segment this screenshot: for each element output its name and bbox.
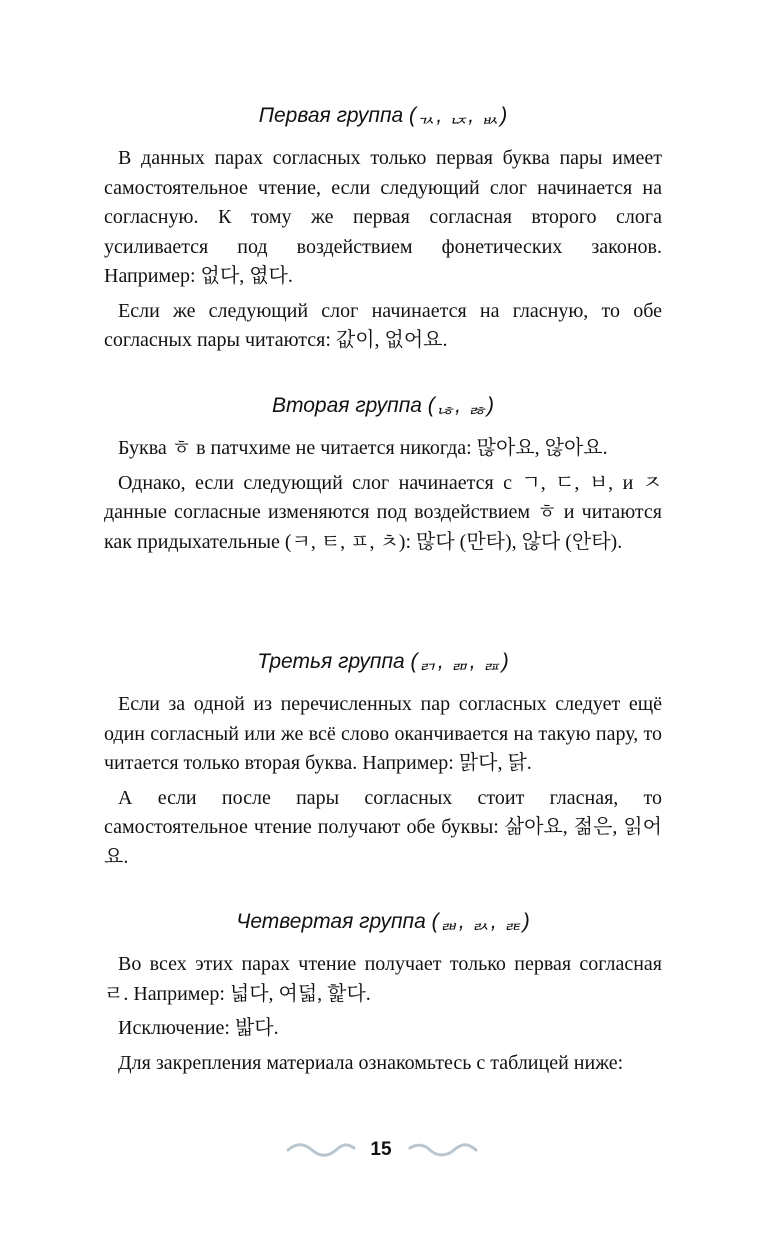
section-heading: Четвертая группа (ᆲ, ᆳ, ᆴ) xyxy=(236,910,530,933)
paragraph: А если после пары согласных стоит гласная, то самостоятельное чтение получают обе буквы: 삶아요, 젊은, 읽어요. xyxy=(104,786,662,868)
section-first-group xyxy=(104,96,662,361)
paragraph: Исключение: 밟다. xyxy=(118,1017,279,1039)
page-footer xyxy=(0,1136,768,1166)
wave-ornament-icon xyxy=(408,1142,478,1158)
paragraph: В данных парах согласных только первая буква пары имеет самостоятельное чтение, если следующий слог начинается на согласную. К тому же первая согласная второго слога усиливается под воздействием фонетических законов. Например: 없다, 엾다. xyxy=(104,147,662,287)
section-third-group xyxy=(104,642,662,877)
paragraph: Буква ㅎ в патчхиме не читается никогда: 많아요, 않아요. xyxy=(118,437,608,459)
paragraph: Если же следующий слог начинается на гласную, то обе согласных пары читаются: 값이, 없어요. xyxy=(104,299,662,351)
wave-ornament-icon xyxy=(286,1142,356,1158)
section-heading: Вторая группа (ᆭ, ᆶ) xyxy=(271,394,495,417)
section-fourth-group xyxy=(104,902,662,1083)
paragraph: Для закрепления материала ознакомьтесь с таблицей ниже: xyxy=(118,1051,624,1074)
paragraph: Во всех этих парах чтение получает только первая согласная ㄹ. Например: 넓다, 여덟, 핥다. xyxy=(104,953,662,1005)
page-number: 15 xyxy=(370,1139,392,1160)
section-second-group xyxy=(104,386,662,562)
paragraph: Однако, если следующий слог начинается с ㄱ, ㄷ, ㅂ, и ㅈ данные согласные изменяются под воздействием ㅎ и читаются как придыхательные (ㅋ, ㅌ, ㅍ, ㅊ): 많다 (만타), 않다 (안타). xyxy=(104,471,662,553)
section-heading: Третья группа (ᆰ, ᆱ, ᆵ) xyxy=(257,650,509,673)
paragraph: Если за одной из перечисленных пар согласных следует ещё один согласный или же всё слово оканчивается на такую пару, то читается только вторая буква. Например: 맑다, 닭. xyxy=(104,693,662,774)
section-heading: Первая группа (ᆪ, ᆬ, ᆹ) xyxy=(258,104,508,127)
